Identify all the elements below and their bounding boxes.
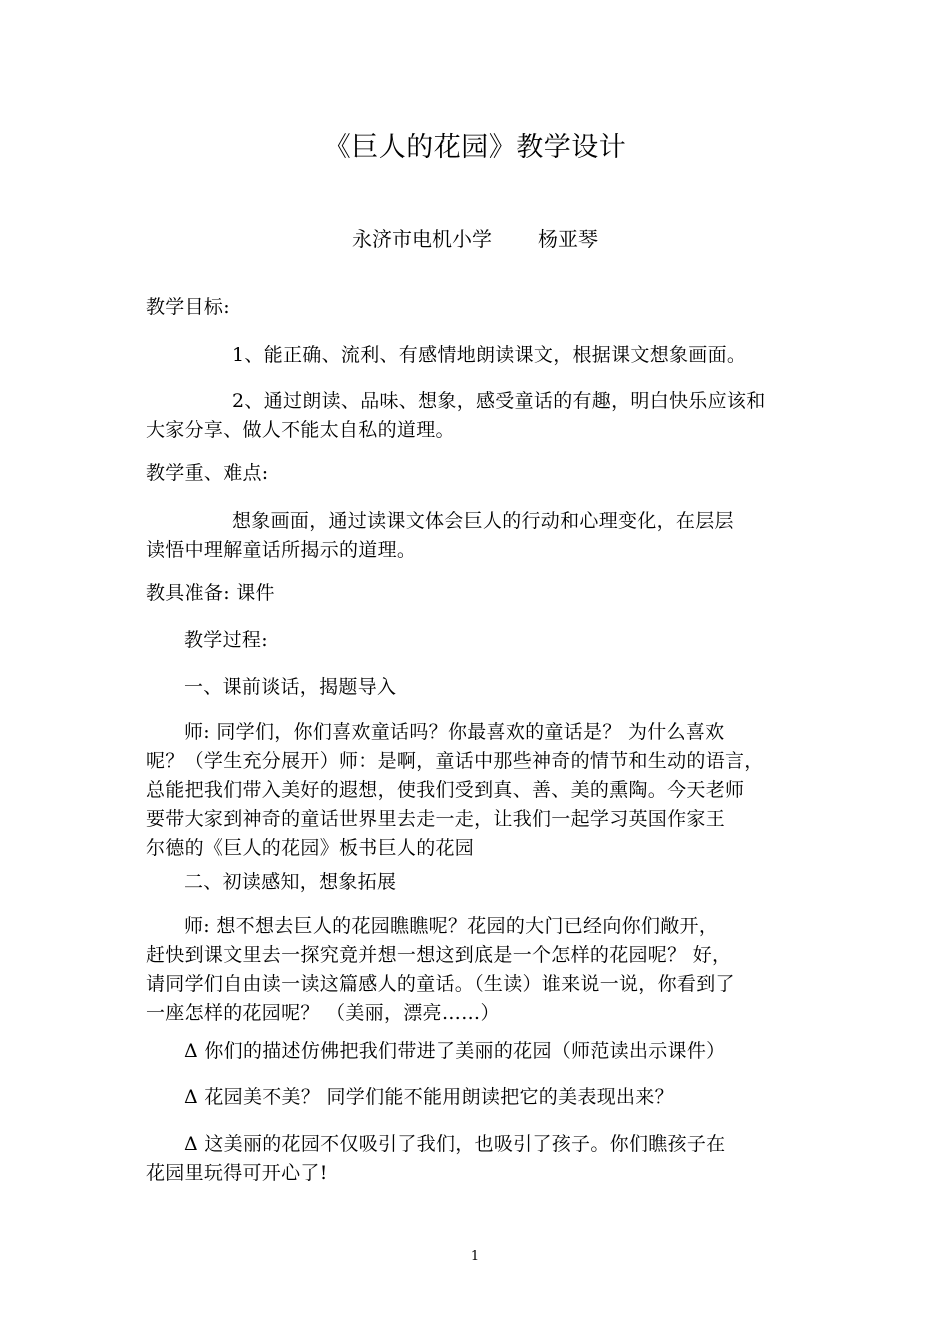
section-2-heading: 二、初读感知，想象拓展 [184, 871, 397, 893]
bullet-1: Δ 你们的描述仿佛把我们带进了美丽的花园（师范读出示课件） [184, 1040, 726, 1062]
page-number: 1 [470, 1249, 480, 1264]
bullet-3-line-1: Δ 这美丽的花园不仅吸引了我们，也吸引了孩子。你们瞧孩子在 [184, 1133, 726, 1155]
paragraph-1-line-2: 呢？（学生充分展开）师：是啊，童话中那些神奇的情节和生动的语言， [146, 750, 764, 772]
keypoints-paragraph [146, 507, 806, 565]
keypoints-heading: 教学重、难点: [146, 462, 269, 484]
keypoints-line-2: 读悟中理解童话所揭示的道理。 [146, 539, 417, 561]
objective-1: 1、能正确、流利、有感情地朗读课文，根据课文想象画面。 [232, 344, 747, 366]
author-name: 杨亚琴 [538, 227, 598, 251]
section-1-heading: 一、课前谈话，揭题导入 [184, 676, 397, 698]
bullet-3-line-2: 花园里玩得可开心了! [146, 1162, 328, 1184]
paragraph-2-line-4: 一座怎样的花园呢？ （美丽，漂亮……） [146, 1002, 500, 1024]
objective-2 [146, 387, 806, 445]
tools-line: 教具准备: 课件 [146, 582, 275, 604]
bullet-3 [146, 1130, 806, 1188]
bullet-2: Δ 花园美不美？ 同学们能不能用朗读把它的美表现出来？ [184, 1086, 674, 1108]
keypoints-line-1: 想象画面，通过读课文体会巨人的行动和心理变化，在层层 [232, 510, 734, 532]
paragraph-1-line-5: 尔德的《巨人的花园》板书巨人的花园 [146, 837, 475, 859]
objective-2-line-1: 2、通过朗读、品味、想象，感受童话的有趣，明白快乐应该和 [232, 390, 766, 412]
page-title: 《巨人的花园》教学设计 [323, 132, 627, 163]
paragraph-2-line-1: 师: 想不想去巨人的花园瞧瞧呢？花园的大门已经向你们敞开， [184, 915, 719, 937]
paragraph-2 [146, 912, 806, 1028]
author-school: 永济市电机小学 [352, 227, 492, 251]
paragraph-2-line-3: 请同学们自由读一读这篇感人的童话。（生读）谁来说一说，你看到了 [146, 973, 735, 995]
objectives-heading: 教学目标: [146, 296, 230, 318]
paragraph-1-line-3: 总能把我们带入美好的遐想，使我们受到真、善、美的熏陶。今天老师 [146, 779, 745, 801]
objective-2-line-2: 大家分享、做人不能太自私的道理。 [146, 419, 455, 441]
paragraph-1 [146, 718, 806, 863]
paragraph-1-line-1: 师: 同学们，你们喜欢童话吗？你最喜欢的童话是？ 为什么喜欢 [184, 721, 725, 743]
author-line [0, 222, 950, 256]
process-heading: 教学过程: [184, 629, 268, 651]
paragraph-1-line-4: 要带大家到神奇的童话世界里去走一走，让我们一起学习英国作家王 [146, 808, 726, 830]
paragraph-2-line-2: 赶快到课文里去一探究竟并想一想这到底是一个怎样的花园呢？ 好， [146, 944, 732, 966]
